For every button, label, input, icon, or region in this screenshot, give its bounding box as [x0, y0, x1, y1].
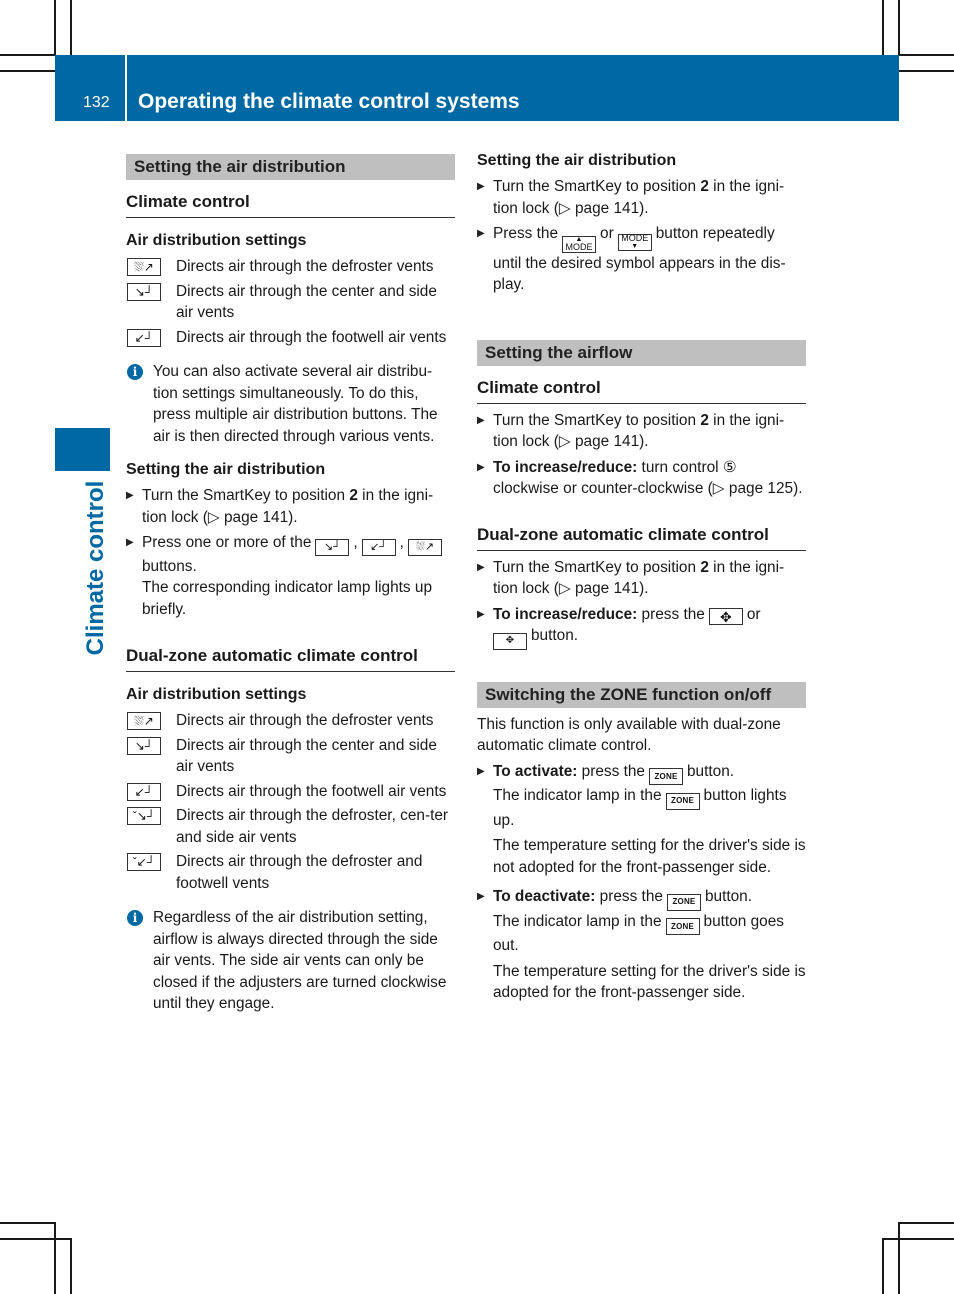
footwell-vent-icon: ↙┘ [362, 539, 396, 556]
step-text-part: Turn the SmartKey to position [493, 558, 701, 576]
intro-paragraph: This function is only available with dual-zone automatic climate control. [477, 715, 781, 754]
step-item [477, 410, 806, 453]
step-text-part: button repeatedly until the desired symbol appears in the dis-play. [493, 225, 786, 293]
setting-text: Directs air through the defroster vents [176, 712, 434, 729]
step-text [493, 223, 806, 296]
footwell-vent-icon: ↙┘ [127, 329, 161, 347]
mode-label: MODE [565, 242, 593, 252]
step-text-part: press the [595, 888, 663, 905]
step-bold: To activate: [493, 762, 578, 780]
crop-mark [0, 70, 56, 72]
step-text-part: Turn the SmartKey to position [493, 411, 701, 429]
info-text: You can also activate several air distribu-tion settings simultaneously. To do this, press multiple air distribution buttons. The air is then directed through various vents. [153, 363, 438, 445]
step-text-part: in the igni-tion lock (▷ page 141). [493, 178, 785, 217]
step-text-part: press the [577, 762, 645, 780]
step-arrow-icon: ▶ [477, 765, 485, 777]
right-column [477, 150, 806, 1004]
step-text-part: The indicator lamp in the [493, 912, 662, 930]
step-text-part: button lights up. [493, 787, 787, 829]
separator: , [399, 534, 404, 551]
step-text-part: The indicator lamp in the [493, 787, 662, 804]
setting-text: Directs air through the center and side air vents [176, 736, 437, 775]
zone-button-icon: ZONE [667, 894, 701, 911]
step-result: The temperature setting for the driver's side is not adopted for the front-passenger side. [493, 837, 806, 876]
step-text [493, 557, 806, 600]
setting-row [126, 735, 455, 778]
step-bold: To deactivate: [493, 888, 596, 905]
step-item [477, 457, 806, 500]
step-text [493, 457, 806, 500]
step-text-part: in the igni-tion lock (▷ page 141). [493, 411, 785, 450]
defrost-footwell-icon: ˇ↙┘ [127, 853, 161, 871]
step-text-part: in the igni-tion lock (▷ page 141). [142, 487, 434, 526]
side-label-text: Climate control [82, 480, 109, 656]
crop-mark [898, 70, 954, 72]
step-text-part: button. [704, 888, 753, 905]
step-item [126, 532, 455, 620]
step-bold: To increase/reduce: [493, 458, 638, 476]
subheading: Air distribution settings [126, 686, 307, 703]
info-note [126, 361, 455, 447]
info-icon: i [127, 910, 143, 926]
separator: , [353, 534, 358, 551]
step-result: The corresponding indicator lamp lights up briefly. [142, 579, 433, 618]
step-bold: 2 [700, 411, 709, 429]
step-text-part: Turn the SmartKey to position [142, 487, 350, 504]
step-arrow-icon: ▶ [126, 537, 134, 548]
center-side-vent-icon: ↘┘ [315, 539, 349, 556]
setting-row [126, 805, 455, 848]
section-heading: Dual-zone automatic climate control [477, 523, 806, 551]
crop-mark [0, 1238, 72, 1240]
zone-button-icon: ZONE [649, 768, 683, 785]
step-item [477, 604, 806, 650]
step-text-part: buttons. [142, 557, 197, 575]
section-banner: Switching the ZONE function on/off [477, 682, 806, 708]
chapter-title: Operating the climate control systems [138, 90, 520, 113]
setting-text: Directs air through the defroster and footwell vents [176, 853, 423, 892]
step-text-part: in the igni-tion lock (▷ page 141). [493, 558, 785, 597]
page-number: 132 [83, 94, 110, 111]
fan-large-icon: ✥ [709, 608, 743, 625]
setting-row [126, 256, 455, 278]
left-column [126, 150, 455, 1015]
step-text-part: Press one or more of the [142, 534, 312, 551]
step-item [477, 223, 806, 296]
step-text-part: or [600, 225, 614, 242]
setting-text: Directs air through the defroster vents [176, 258, 434, 275]
footwell-vent-icon: ↙┘ [127, 783, 161, 801]
section-banner: Setting the air distribution [126, 154, 455, 180]
setting-row [126, 281, 455, 324]
setting-row [126, 781, 455, 803]
step-item [477, 557, 806, 600]
crop-mark [898, 1222, 954, 1224]
crop-mark [0, 54, 56, 56]
step-text-part: Turn the SmartKey to position [493, 178, 701, 195]
step-text [493, 886, 806, 1004]
step-result: The temperature setting for the driver's side is adopted for the front-passenger side. [493, 962, 806, 1001]
setting-row [126, 327, 455, 349]
subheading: Setting the air distribution [126, 461, 326, 478]
step-text [493, 761, 806, 879]
mode-up-button-icon [562, 236, 596, 253]
step-text-part: press the [637, 605, 705, 623]
step-arrow-icon: ▶ [477, 461, 485, 473]
center-side-vent-icon: ↘┘ [127, 283, 161, 301]
step-item [477, 176, 806, 219]
section-heading: Climate control [477, 376, 806, 404]
center-side-vent-icon: ↘┘ [127, 737, 161, 755]
side-tab [55, 428, 110, 471]
crop-mark [54, 1222, 56, 1294]
section-heading: Dual-zone automatic climate control [126, 644, 455, 672]
crop-mark [898, 1222, 900, 1294]
section-heading: Climate control [126, 190, 455, 218]
step-text [493, 604, 806, 650]
defrost-center-side-icon: ˇ↘┘ [127, 807, 161, 825]
step-text-part: button. [686, 762, 735, 780]
setting-text: Directs air through the defroster, cen-ter and side air vents [176, 807, 449, 846]
info-icon: i [127, 364, 143, 380]
crop-mark [898, 54, 954, 56]
arrow-up-icon: ▲ [575, 236, 583, 243]
step-bold: 2 [349, 487, 358, 504]
zone-button-icon: ZONE [666, 793, 700, 810]
step-text-part: button. [531, 627, 579, 644]
section-banner: Setting the airflow [477, 340, 806, 366]
header-divider [125, 55, 127, 121]
step-text-part: Press the [493, 225, 559, 242]
crop-mark [54, 0, 56, 56]
crop-mark [898, 0, 900, 56]
defrost-vent-icon: ⛆↗ [127, 712, 161, 730]
defrost-vent-icon: ⛆↗ [127, 258, 161, 276]
arrow-down-icon: ▼ [631, 243, 639, 250]
zone-button-icon: ZONE [666, 918, 700, 935]
fan-small-icon: ✥ [493, 633, 527, 650]
step-text-part: turn control ⑤ clockwise or counter-clockwise (▷ page 125). [493, 458, 803, 497]
setting-text: Directs air through the center and side air vents [176, 282, 437, 321]
step-bold: 2 [700, 558, 709, 576]
step-text [493, 176, 806, 219]
setting-text: Directs air through the footwell air vents [176, 782, 447, 800]
step-arrow-icon: ▶ [477, 181, 485, 192]
subheading: Air distribution settings [126, 232, 307, 249]
step-text [142, 485, 455, 528]
info-note [126, 907, 455, 1015]
step-arrow-icon: ▶ [477, 228, 485, 239]
setting-text: Directs air through the footwell air vents [176, 328, 447, 346]
step-text [142, 532, 455, 620]
step-arrow-icon: ▶ [477, 608, 485, 620]
info-text: Regardless of the air distribution setting, airflow is always directed through the side air vents. The side air vents can only be closed if the adjusters are turned clockwise until they engage. [153, 909, 447, 1012]
crop-mark [0, 1222, 56, 1224]
step-item [126, 485, 455, 528]
crop-mark [882, 1238, 884, 1294]
step-item [477, 886, 806, 1004]
step-arrow-icon: ▶ [477, 891, 485, 902]
step-text [493, 410, 806, 453]
step-text-part: button goes out. [493, 912, 784, 954]
crop-mark [882, 1238, 954, 1240]
subheading: Setting the air distribution [477, 152, 677, 169]
step-bold: 2 [700, 178, 709, 195]
crop-mark [70, 1238, 72, 1294]
page-header [55, 55, 899, 121]
setting-row [126, 851, 455, 894]
crop-mark [882, 0, 884, 56]
setting-row [126, 710, 455, 732]
mode-down-button-icon [618, 234, 652, 251]
step-bold: To increase/reduce: [493, 605, 638, 623]
step-item [477, 761, 806, 879]
crop-mark [70, 0, 72, 56]
step-arrow-icon: ▶ [126, 490, 134, 501]
step-text-part: or [746, 605, 761, 623]
defrost-vent-icon: ⛆↗ [408, 539, 442, 556]
step-arrow-icon: ▶ [477, 414, 485, 426]
step-arrow-icon: ▶ [477, 561, 485, 573]
mode-label: MODE [621, 233, 649, 243]
